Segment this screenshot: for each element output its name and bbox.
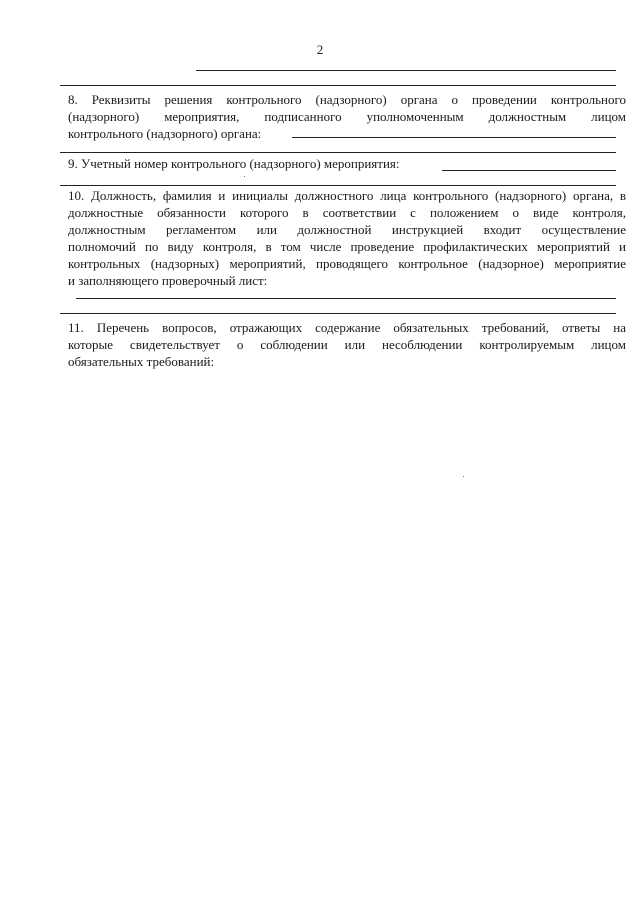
section-8-line3: контрольного (надзорного) органа: (68, 126, 262, 141)
section-9-label: 9. Учетный номер контрольного (надзорного) мероприятия: (68, 156, 400, 171)
section-8-line1: 8. Реквизиты решения контрольного (надзорного) органа о проведении контрольного (68, 92, 626, 107)
section-10-line3: должностным регламентом или должностной инструкцией входит осуществление (68, 222, 626, 237)
section-10-field[interactable] (76, 298, 616, 299)
section-8-field[interactable] (292, 137, 616, 138)
field-line-top (196, 70, 616, 71)
section-9-field[interactable] (442, 170, 616, 171)
page-number: 2 (316, 42, 324, 57)
section-11-line2: которые свидетельствует о соблюдении или несоблюдении контролируемым лицом (68, 337, 626, 352)
section-10-line6: и заполняющего проверочный лист: (68, 273, 268, 288)
separator-line (60, 85, 616, 86)
separator-line (60, 313, 616, 314)
section-10-line5: контрольных (надзорных) мероприятий, проводящего контрольное (надзорное) мероприятие (68, 256, 626, 271)
section-8-line2: (надзорного) мероприятия, подписанного уполномоченным должностным лицом (68, 109, 626, 124)
separator-line (60, 152, 616, 153)
section-10-line1: 10. Должность, фамилия и инициалы должностного лица контрольного (надзорного) органа, в (68, 188, 626, 203)
section-11-line3: обязательных требований: (68, 354, 215, 369)
section-11-line1: 11. Перечень вопросов, отражающих содержание обязательных требований, ответы на (68, 320, 626, 335)
separator-line (60, 185, 616, 186)
section-10-line4: полномочий по виду контроля, в том числе проведение профилактических мероприятий и (68, 239, 626, 254)
scan-speck (463, 476, 464, 477)
section-10-line2: должностные обязанности которого в соответствии с положением о виде контроля, (68, 205, 626, 220)
scan-speck (244, 176, 245, 177)
